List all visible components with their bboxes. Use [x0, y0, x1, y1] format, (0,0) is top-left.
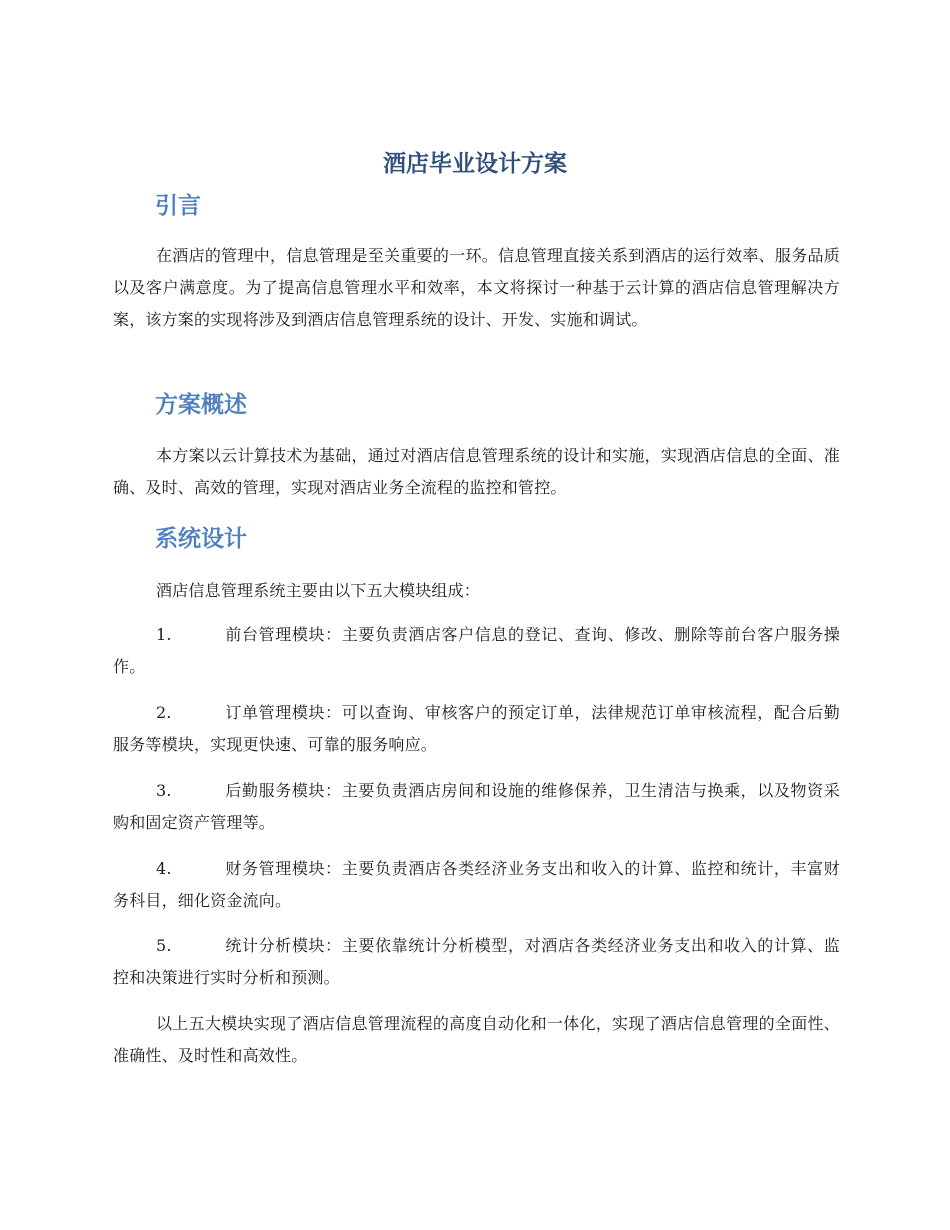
introduction-paragraph: 在酒店的管理中，信息管理是至关重要的一环。信息管理直接关系到酒店的运行效率、服务品质以及客户满意度。为了提高信息管理水平和效率，本文将探讨一种基于云计算的酒店信息管理解决方案，该方案的实现将涉及到酒店信息管理系统的设计、开发、实施和调试。	[113, 246, 840, 329]
section-heading-overview: 方案概述	[155, 392, 247, 418]
section-heading-introduction: 引言	[155, 193, 201, 219]
list-item-text: 财务管理模块：主要负责酒店各类经济业务支出和收入的计算、监控和统计，丰富财务科目，细化资金流向。	[113, 859, 840, 910]
list-item-number: 3.	[156, 781, 172, 800]
list-item-text: 后勤服务模块：主要负责酒店房间和设施的维修保养，卫生清洁与换乘，以及物资采购和固定资产管理等。	[113, 781, 840, 832]
list-item	[113, 619, 840, 683]
list-item-text: 前台管理模块：主要负责酒店客户信息的登记、查询、修改、删除等前台客户服务操作。	[113, 625, 840, 676]
section-heading-system-design: 系统设计	[155, 526, 247, 552]
list-item-number: 5.	[156, 936, 172, 955]
system-design-closing: 以上五大模块实现了酒店信息管理流程的高度自动化和一体化，实现了酒店信息管理的全面性、准确性、及时性和高效性。	[113, 1014, 840, 1065]
list-item-number: 1.	[156, 625, 172, 644]
list-item-text: 统计分析模块：主要依靠统计分析模型，对酒店各类经济业务支出和收入的计算、监控和决策进行实时分析和预测。	[113, 936, 840, 987]
list-item-number: 2.	[156, 703, 172, 722]
list-item	[113, 697, 840, 761]
list-item-text: 订单管理模块：可以查询、审核客户的预定订单，法律规范订单审核流程，配合后勤服务等模块，实现更快速、可靠的服务响应。	[113, 703, 840, 754]
system-design-intro: 酒店信息管理系统主要由以下五大模块组成：	[156, 581, 481, 600]
list-item	[113, 853, 840, 917]
document-title: 酒店毕业设计方案	[383, 151, 567, 177]
list-item	[113, 930, 840, 994]
overview-paragraph: 本方案以云计算技术为基础，通过对酒店信息管理系统的设计和实施，实现酒店信息的全面、准确、及时、高效的管理，实现对酒店业务全流程的监控和管控。	[113, 446, 840, 497]
list-item	[113, 775, 840, 839]
list-item-number: 4.	[156, 859, 172, 878]
